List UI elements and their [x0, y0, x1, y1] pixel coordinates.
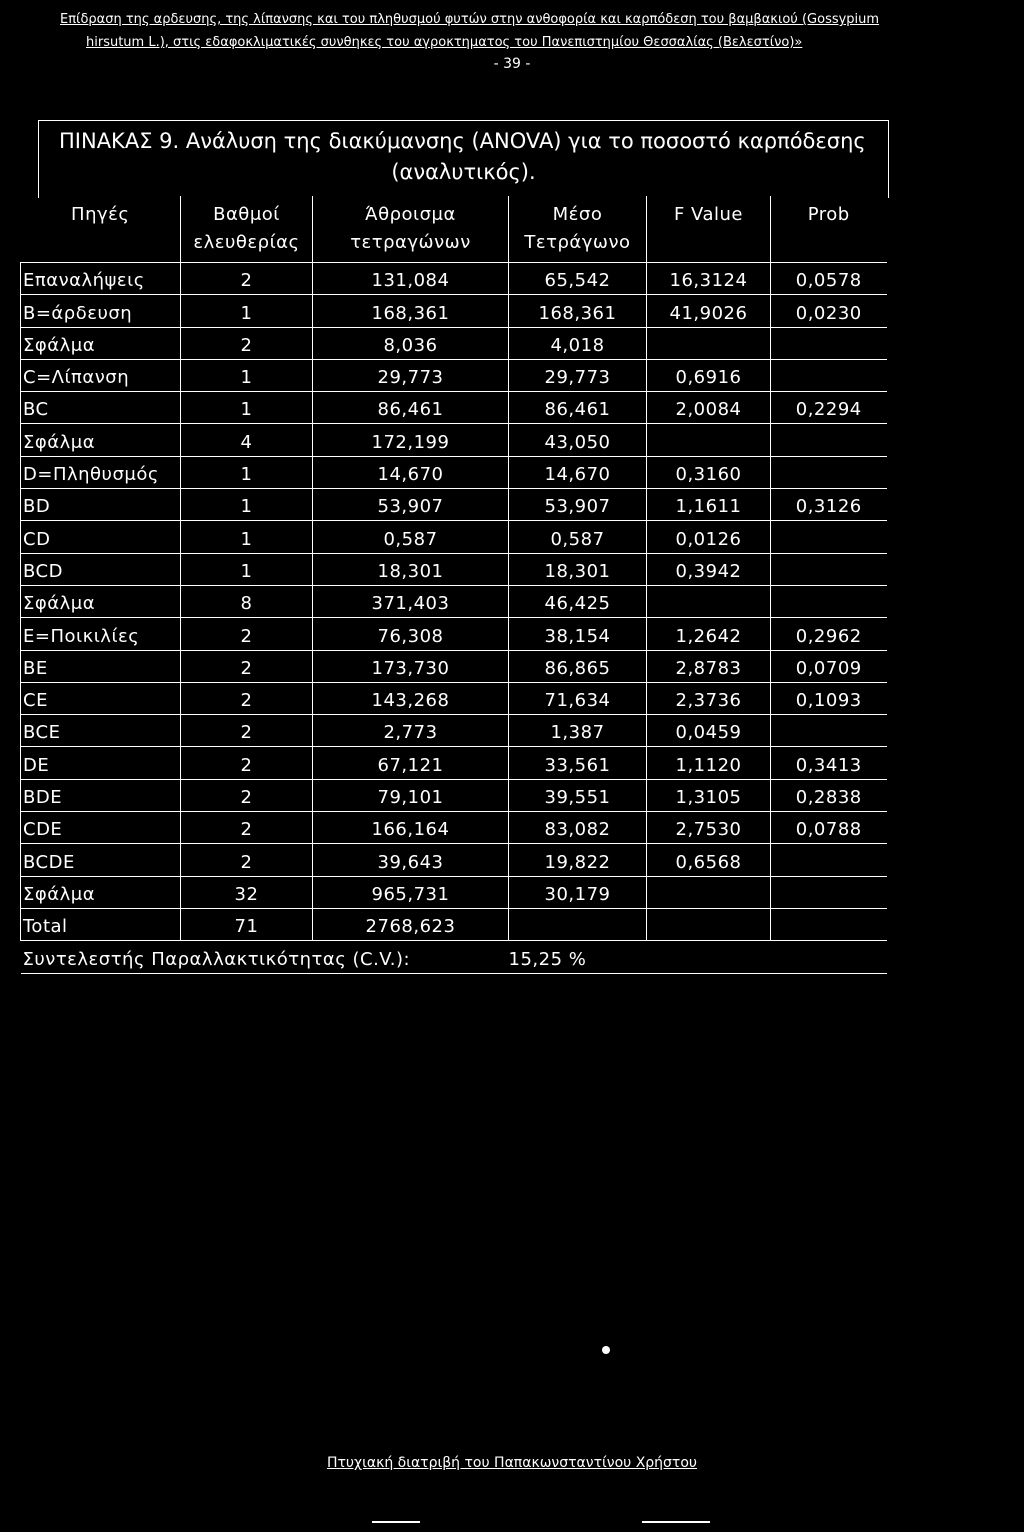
table-row: [21, 715, 887, 747]
cell-f-value: 2,8783: [647, 650, 771, 682]
stray-dot: [602, 1346, 610, 1354]
cell-source: B=άρδευση: [21, 295, 181, 327]
cell-df: 1: [181, 489, 313, 521]
page-footer: Πτυχιακή διατριβή του Παπακωνσταντίνου Χρήστου: [326, 1455, 698, 1471]
cell-f-value: 0,6916: [647, 359, 771, 391]
cell-sum-of-squares: 29,773: [313, 359, 509, 391]
cell-prob: [771, 715, 887, 747]
cell-sum-of-squares: 76,308: [313, 618, 509, 650]
table-row: [21, 844, 887, 876]
header-f-value: F Value: [647, 196, 771, 263]
cell-sum-of-squares: 143,268: [313, 682, 509, 714]
table-row: [21, 263, 887, 295]
running-header-line2: hirsutum L.), στις εδαφοκλιματικές συνθηκες του αγροκτηματος του Πανεπιστημίου Θεσσαλίας (Βελεστίνο)»: [86, 35, 803, 50]
cell-df: 1: [181, 521, 313, 553]
cell-sum-of-squares: 168,361: [313, 295, 509, 327]
cell-f-value: [647, 585, 771, 617]
cell-source: BD: [21, 489, 181, 521]
footer-rule-left: [372, 1521, 420, 1523]
cell-sum-of-squares: 2,773: [313, 715, 509, 747]
cell-mean-square: 30,179: [509, 876, 647, 908]
cell-prob: 0,2294: [771, 392, 887, 424]
cell-f-value: 41,9026: [647, 295, 771, 327]
cell-prob: [771, 908, 887, 940]
cell-mean-square: 14,670: [509, 456, 647, 488]
table-row: [21, 553, 887, 585]
cell-mean-square: 168,361: [509, 295, 647, 327]
cell-mean-square: [509, 908, 647, 940]
table-row: [21, 521, 887, 553]
table-body: [21, 263, 887, 941]
cell-source: BDE: [21, 779, 181, 811]
cell-mean-square: 86,865: [509, 650, 647, 682]
cell-prob: 0,0230: [771, 295, 887, 327]
cell-df: 71: [181, 908, 313, 940]
table-row: [21, 456, 887, 488]
cell-sum-of-squares: 67,121: [313, 747, 509, 779]
table-header-row: [21, 196, 887, 263]
cell-sum-of-squares: 86,461: [313, 392, 509, 424]
cell-source: C=Λίπανση: [21, 359, 181, 391]
table-row: [21, 650, 887, 682]
cell-source: BCD: [21, 553, 181, 585]
anova-table: [20, 196, 887, 974]
cell-prob: 0,1093: [771, 682, 887, 714]
cell-f-value: 1,1120: [647, 747, 771, 779]
cell-df: 4: [181, 424, 313, 456]
cell-source: DE: [21, 747, 181, 779]
cell-sum-of-squares: 53,907: [313, 489, 509, 521]
cell-f-value: [647, 908, 771, 940]
cv-value: 15,25 %: [509, 941, 887, 973]
cell-df: 2: [181, 650, 313, 682]
cell-df: 2: [181, 812, 313, 844]
cell-source: Σφάλμα: [21, 424, 181, 456]
table-row: [21, 585, 887, 617]
cell-prob: [771, 585, 887, 617]
cell-sum-of-squares: 0,587: [313, 521, 509, 553]
table-row: [21, 618, 887, 650]
cell-mean-square: 65,542: [509, 263, 647, 295]
cell-sum-of-squares: 2768,623: [313, 908, 509, 940]
cell-sum-of-squares: 965,731: [313, 876, 509, 908]
cell-mean-square: 29,773: [509, 359, 647, 391]
table-row: [21, 747, 887, 779]
cell-f-value: 16,3124: [647, 263, 771, 295]
cell-df: 1: [181, 392, 313, 424]
cell-prob: 0,3126: [771, 489, 887, 521]
cell-f-value: 2,3736: [647, 682, 771, 714]
cell-prob: 0,0788: [771, 812, 887, 844]
cell-source: Σφάλμα: [21, 876, 181, 908]
cell-f-value: 0,0126: [647, 521, 771, 553]
cell-mean-square: 43,050: [509, 424, 647, 456]
cell-mean-square: 4,018: [509, 327, 647, 359]
table-row: [21, 876, 887, 908]
cell-f-value: 1,3105: [647, 779, 771, 811]
cell-prob: [771, 424, 887, 456]
cell-prob: [771, 844, 887, 876]
cell-source: Total: [21, 908, 181, 940]
cell-source: CE: [21, 682, 181, 714]
page-number: - 39 -: [493, 56, 531, 72]
cell-mean-square: 33,561: [509, 747, 647, 779]
cell-sum-of-squares: 79,101: [313, 779, 509, 811]
table-row: [21, 295, 887, 327]
cell-mean-square: 86,461: [509, 392, 647, 424]
cell-prob: 0,2962: [771, 618, 887, 650]
cell-mean-square: 0,587: [509, 521, 647, 553]
cell-f-value: 0,3160: [647, 456, 771, 488]
cell-source: CD: [21, 521, 181, 553]
cell-f-value: 0,6568: [647, 844, 771, 876]
cell-f-value: 1,1611: [647, 489, 771, 521]
table-row: [21, 779, 887, 811]
cell-source: BCDE: [21, 844, 181, 876]
cell-mean-square: 38,154: [509, 618, 647, 650]
cell-source: Σφάλμα: [21, 585, 181, 617]
cell-sum-of-squares: 39,643: [313, 844, 509, 876]
cell-df: 8: [181, 585, 313, 617]
cell-f-value: 2,7530: [647, 812, 771, 844]
cell-df: 2: [181, 682, 313, 714]
header-df: Βαθμοί ελευθερίας: [181, 196, 313, 263]
cell-f-value: [647, 327, 771, 359]
cell-source: BC: [21, 392, 181, 424]
cell-sum-of-squares: 8,036: [313, 327, 509, 359]
cell-sum-of-squares: 18,301: [313, 553, 509, 585]
cell-df: 2: [181, 618, 313, 650]
table-row: [21, 812, 887, 844]
cell-source: BE: [21, 650, 181, 682]
table-row: [21, 682, 887, 714]
cell-source: D=Πληθυσμός: [21, 456, 181, 488]
cell-prob: [771, 327, 887, 359]
cell-f-value: [647, 876, 771, 908]
cell-mean-square: 83,082: [509, 812, 647, 844]
cell-source: CDE: [21, 812, 181, 844]
cell-df: 32: [181, 876, 313, 908]
cell-source: E=Ποικιλίες: [21, 618, 181, 650]
cv-label: Συντελεστής Παραλλακτικότητας (C.V.):: [21, 941, 509, 973]
header-ms: Μέσο Τετράγωνο: [509, 196, 647, 263]
cell-df: 2: [181, 844, 313, 876]
cell-sum-of-squares: 172,199: [313, 424, 509, 456]
cell-df: 2: [181, 779, 313, 811]
cell-source: BCE: [21, 715, 181, 747]
table-subtitle: (αναλυτικός).: [391, 160, 536, 184]
cell-sum-of-squares: 14,670: [313, 456, 509, 488]
cv-row: [21, 941, 887, 973]
cell-mean-square: 1,387: [509, 715, 647, 747]
table-caption-frame: [38, 120, 889, 198]
cell-df: 1: [181, 295, 313, 327]
cell-f-value: 1,2642: [647, 618, 771, 650]
header-ss: Άθροισμα τετραγώνων: [313, 196, 509, 263]
cell-f-value: [647, 424, 771, 456]
cell-prob: [771, 359, 887, 391]
table-row: [21, 908, 887, 940]
cell-sum-of-squares: 173,730: [313, 650, 509, 682]
cell-df: 2: [181, 747, 313, 779]
cell-df: 2: [181, 327, 313, 359]
cell-mean-square: 19,822: [509, 844, 647, 876]
cell-mean-square: 39,551: [509, 779, 647, 811]
cell-prob: 0,2838: [771, 779, 887, 811]
cell-sum-of-squares: 371,403: [313, 585, 509, 617]
table-row: [21, 327, 887, 359]
cell-sum-of-squares: 131,084: [313, 263, 509, 295]
table-row: [21, 392, 887, 424]
cell-source: Επαναλήψεις: [21, 263, 181, 295]
cell-source: Σφάλμα: [21, 327, 181, 359]
cell-prob: [771, 456, 887, 488]
footer-rule-right: [642, 1521, 710, 1523]
header-source: Πηγές: [71, 204, 130, 225]
cell-mean-square: 46,425: [509, 585, 647, 617]
cell-prob: [771, 521, 887, 553]
cell-f-value: 0,0459: [647, 715, 771, 747]
table-row: [21, 489, 887, 521]
cell-df: 1: [181, 456, 313, 488]
cell-mean-square: 71,634: [509, 682, 647, 714]
table-row: [21, 359, 887, 391]
cell-f-value: 0,3942: [647, 553, 771, 585]
cell-prob: [771, 876, 887, 908]
cell-mean-square: 53,907: [509, 489, 647, 521]
header-prob: Prob: [771, 196, 887, 263]
cell-prob: [771, 553, 887, 585]
cell-df: 2: [181, 715, 313, 747]
cell-df: 2: [181, 263, 313, 295]
table-title: ΠΙΝΑΚΑΣ 9. Ανάλυση της διακύμανσης (ANOVA) για το ποσοστό καρπόδεσης: [59, 129, 866, 153]
cell-mean-square: 18,301: [509, 553, 647, 585]
cell-prob: 0,0578: [771, 263, 887, 295]
cell-df: 1: [181, 553, 313, 585]
cell-prob: 0,3413: [771, 747, 887, 779]
cell-prob: 0,0709: [771, 650, 887, 682]
cell-f-value: 2,0084: [647, 392, 771, 424]
cell-sum-of-squares: 166,164: [313, 812, 509, 844]
table-row: [21, 424, 887, 456]
cell-df: 1: [181, 359, 313, 391]
running-header-line1: Επίδραση της αρδευσης, της λίπανσης και του πληθυσμού φυτών στην ανθοφορία και καρπόδεση του βαμβακιού (Gossypium: [60, 12, 880, 27]
